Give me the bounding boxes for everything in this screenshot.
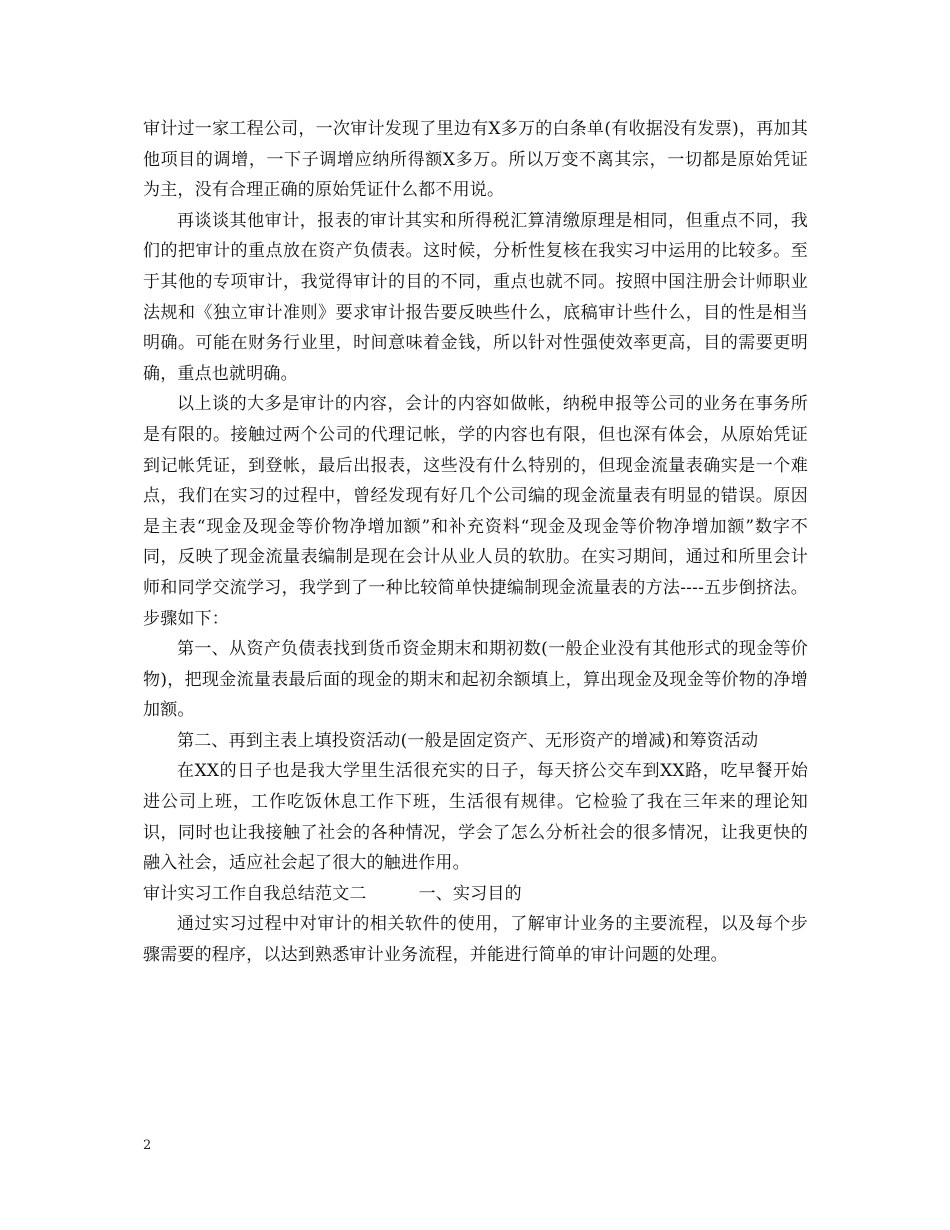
document-subtitle: 审计实习工作自我总结范文二 bbox=[143, 883, 367, 904]
document-body bbox=[143, 114, 808, 971]
paragraph-4: 第一、从资产负债表找到货币资金期末和期初数(一般企业没有其他形式的现金等价物)，把现金流量表最后面的现金的期末和起初余额填上，算出现金及现金等价物的净增加额。 bbox=[143, 639, 808, 721]
paragraph-6: 在XX的日子也是我大学里生活很充实的日子，每天挤公交车到XX路，吃早餐开始进公司上班，工作吃饭休息工作下班，生活很有规律。它检验了我在三年来的理论知识，同时也让我接触了社会的各种情况，学会了怎么分析社会的很多情况，让我更快的融入社会，适应社会起了很大的触进作用。 bbox=[143, 761, 808, 874]
paragraph-2: 再谈谈其他审计，报表的审计其实和所得税汇算清缴原理是相同，但重点不同，我们的把审计的重点放在资产负债表。这时候，分析性复核在我实习中运用的比较多。至于其他的专项审计，我觉得审计的目的不同，重点也就不同。按照中国注册会计师职业法规和《独立审计准则》要求审计报告要反映些什么，底稿审计些什么，目的性是相当明确。可能在财务行业里，时间意味着金钱，所以针对性强使效率更高，目的需要更明确，重点也就明确。 bbox=[143, 210, 808, 384]
paragraph-7: 通过实习过程中对审计的相关软件的使用，了解审计业务的主要流程，以及每个步骤需要的程序，以达到熟悉审计业务流程，并能进行简单的审计问题的处理。 bbox=[143, 914, 808, 966]
page-number: 2 bbox=[143, 1138, 152, 1153]
paragraph-5: 第二、再到主表上填投资活动(一般是固定资产、无形资产的增减)和筹资活动 bbox=[177, 730, 759, 751]
paragraph-1: 审计过一家工程公司，一次审计发现了里边有X多万的白条单(有收据没有发票)，再加其他项目的调增，一下子调增应纳所得额X多万。所以万变不离其宗，一切都是原始凭证为主，没有合理正确的原始凭证什么都不用说。 bbox=[143, 119, 808, 201]
paragraph-3: 以上谈的大多是审计的内容，会计的内容如做帐，纳税申报等公司的业务在事务所是有限的。接触过两个公司的代理记帐，学的内容也有限，但也深有体会，从原始凭证到记帐凭证，到登帐，最后出报表，这些没有什么特别的，但现金流量表确实是一个难点，我们在实习的过程中，曾经发现有好几个公司编的现金流量表有明显的错误。原因是主表“现金及现金等价物净增加额”和补充资料“现金及现金等价物净增加额”数字不同，反映了现金流量表编制是现在会计从业人员的软肋。在实习期间，通过和所里会计师和同学交流学习，我学到了一种比较简单快捷编制现金流量表的方法----五步倒挤法。步骤如下： bbox=[143, 394, 808, 629]
section-heading-line bbox=[143, 879, 808, 910]
section-heading: 一、实习目的 bbox=[418, 883, 522, 904]
